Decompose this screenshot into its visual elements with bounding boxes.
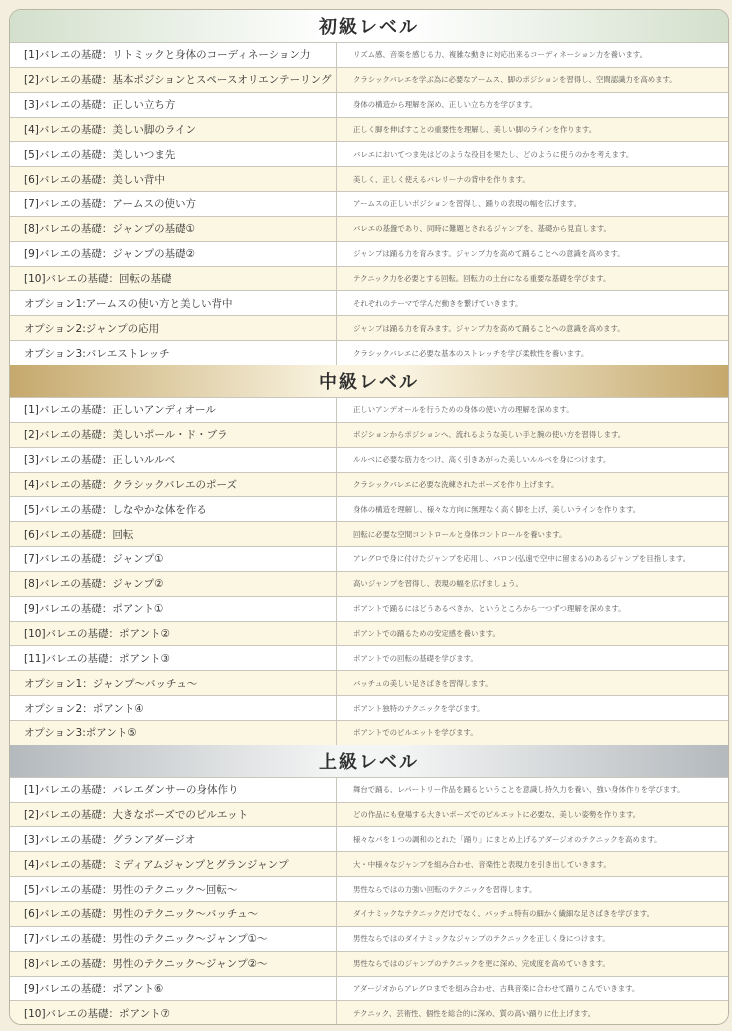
section-beginner [10, 10, 728, 365]
lesson-title: [5]バレエの基礎：男性のテクニック〜回転〜 [10, 877, 337, 901]
lesson-title: [5]バレエの基礎：しなやかな体を作る [10, 497, 337, 521]
lesson-description: アダージオからアレグロまでを組み合わせ、古典音楽に合わせて踊りこんでいきます。 [353, 983, 640, 993]
table-row [10, 720, 728, 745]
table-row [10, 901, 728, 926]
lesson-title: オプション2：ポアント④ [10, 696, 337, 720]
lesson-description: クラシックバレエに必要な基本のストレッチを学び柔軟性を養います。 [353, 348, 589, 358]
table-row [10, 117, 728, 142]
table-row [10, 216, 728, 241]
lesson-title: [2]バレエの基礎：大きなポーズでのピルエット [10, 803, 337, 827]
table-row [10, 241, 728, 266]
lesson-description: テクニック、芸術性、個性を総合的に深め、質の高い踊りに仕上げます。 [353, 1008, 595, 1018]
lesson-description: ルルベに必要な筋力をつけ、高く引きあがった美しいルルベを身につけます。 [353, 455, 611, 465]
table-row [10, 496, 728, 521]
table-row [10, 951, 728, 976]
lesson-title: オプション2:ジャンプの応用 [10, 316, 337, 340]
lesson-title: [3]バレエの基礎：正しいルルベ [10, 448, 337, 472]
table-row [10, 876, 728, 901]
lesson-title: [8]バレエの基礎：ジャンプ② [10, 572, 337, 596]
lesson-description: テクニック力を必要とする回転。回転力の土台になる重要な基礎を学びます。 [353, 274, 611, 284]
lesson-description: 美しく、正しく使えるバレリーナの背中を作ります。 [353, 174, 530, 184]
table-row [10, 67, 728, 92]
lesson-description: 舞台で踊る、レパートリー作品を踊るということを意識し持久力を養い、強い身体作りを学びます。 [353, 785, 685, 795]
lesson-title: [8]バレエの基礎：ジャンプの基礎① [10, 217, 337, 241]
table-row [10, 141, 728, 166]
table-row [10, 802, 728, 827]
lesson-description: ポアントでのピルエットを学びます。 [353, 728, 478, 738]
table-row [10, 340, 728, 365]
lesson-title: [9]バレエの基礎：ポアント⑥ [10, 977, 337, 1001]
table-row [10, 266, 728, 291]
lesson-title: オプション3:バレエストレッチ [10, 341, 337, 365]
lesson-description: バッチュの美しい足さばきを習得します。 [353, 678, 493, 688]
table-row [10, 92, 728, 117]
lesson-description: 身体の構造を理解し、様々な方向に無理なく高く脚を上げ、美しいラインを作ります。 [353, 504, 641, 514]
table-row [10, 670, 728, 695]
table-row [10, 447, 728, 472]
lesson-title: [4]バレエの基礎：クラシックバレエのポーズ [10, 473, 337, 497]
lesson-description: どの作品にも登場する大きいポーズでのピルエットに必要な、美しい姿勢を作ります。 [353, 810, 641, 820]
lesson-description: アレグロで身に付けたジャンプを応用し、バロン(弘遠で空中に留まる)のあるジャンプを目指します。 [353, 554, 691, 564]
table-row [10, 546, 728, 571]
lesson-description: 大・中様々なジャンプを組み合わせ、音楽性と表現力を引き出していきます。 [353, 859, 611, 869]
lesson-description: バレエにおいてつま先はどのような役目を果たし、どのように使うのかを考えます。 [353, 149, 634, 159]
lesson-description: 回転に必要な空間コントロールと身体コントロールを養います。 [353, 529, 567, 539]
lesson-title: [4]バレエの基礎：ミディアムジャンプとグランジャンプ [10, 852, 337, 876]
lesson-description: バレエの基盤であり、同時に難題とされるジャンプを、基礎から見直します。 [353, 224, 611, 234]
lesson-title: [11]バレエの基礎：ポアント③ [10, 646, 337, 670]
table-row [10, 521, 728, 546]
lesson-title: [3]バレエの基礎：グランアダージオ [10, 827, 337, 851]
lesson-title: [9]バレエの基礎：ポアント① [10, 597, 337, 621]
lesson-title: [10]バレエの基礎：ポアント② [10, 622, 337, 646]
lesson-description: クラシックバレエに必要な洗練されたポーズを作り上げます。 [353, 479, 559, 489]
section-title: 上級レベル [10, 745, 728, 777]
lesson-description: ジャンプは踊る力を育みます。ジャンプ力を高めて踊ることへの意識を高めます。 [353, 249, 625, 259]
table-row [10, 777, 728, 802]
lesson-title: [6]バレエの基礎：美しい背中 [10, 167, 337, 191]
table-row [10, 621, 728, 646]
lesson-title: オプション1:アームスの使い方と美しい背中 [10, 291, 337, 315]
lesson-title: [8]バレエの基礎：男性のテクニック〜ジャンプ②〜 [10, 952, 337, 976]
lesson-title: [4]バレエの基礎：美しい脚のライン [10, 118, 337, 142]
section-title: 中級レベル [10, 365, 728, 397]
table-row [10, 695, 728, 720]
lesson-description: それぞれのテーマで学んだ動きを繋げていきます。 [353, 298, 523, 308]
section-advanced [10, 745, 728, 1025]
lesson-description: ポアント独特のテクニックを学びます。 [353, 703, 485, 713]
lesson-title: [6]バレエの基礎：回転 [10, 522, 337, 546]
lesson-title: [6]バレエの基礎：男性のテクニック〜バッチュ〜 [10, 902, 337, 926]
lesson-description: ポアントでの回転の基礎を学びます。 [353, 653, 478, 663]
table-row [10, 851, 728, 876]
table-row [10, 571, 728, 596]
lesson-description: ジャンプは踊る力を育みます。ジャンプ力を高めて踊ることへの意識を高めます。 [353, 323, 625, 333]
lesson-description: ポジションからポジションへ、流れるような美しい手と腕の使い方を習得します。 [353, 430, 626, 440]
lesson-title: [2]バレエの基礎：美しいポール・ド・ブラ [10, 423, 337, 447]
lesson-title: [7]バレエの基礎：ジャンプ① [10, 547, 337, 571]
table-row [10, 472, 728, 497]
section-title: 初級レベル [10, 10, 728, 42]
section-intermediate [10, 365, 728, 745]
lesson-title: オプション3:ポアント⑤ [10, 721, 337, 745]
lesson-title: [1]バレエの基礎：バレエダンサーの身体作り [10, 778, 337, 802]
lesson-description: 身体の構造から理解を深め、正しい立ち方を学びます。 [353, 100, 537, 110]
lesson-description: 男性ならではのダイナミックなジャンプのテクニックを正しく身につけます。 [353, 934, 610, 944]
table-row [10, 826, 728, 851]
lesson-description: 男性ならではの力強い回転のテクニックを習得します。 [353, 884, 537, 894]
table-row [10, 290, 728, 315]
lesson-title: [7]バレエの基礎：男性のテクニック〜ジャンプ①〜 [10, 927, 337, 951]
lesson-title: オプション1：ジャンプ〜バッチュ〜 [10, 671, 337, 695]
table-row [10, 976, 728, 1001]
lesson-description: 正しく脚を伸ばすことの重要性を理解し、美しい脚のラインを作ります。 [353, 124, 597, 134]
lesson-description: 正しいアンデオールを行うための身体の使い方の理解を深めます。 [353, 405, 574, 415]
table-row [10, 191, 728, 216]
lesson-title: [5]バレエの基礎：美しいつま先 [10, 142, 337, 166]
table-row [10, 42, 728, 67]
lesson-title: [9]バレエの基礎：ジャンプの基礎② [10, 242, 337, 266]
lesson-title: [2]バレエの基礎：基本ポジションとスペースオリエンテーリング [10, 68, 337, 92]
lesson-title: [10]バレエの基礎：ポアント⑦ [10, 1001, 337, 1025]
lesson-description: ポアントで踊るにはどうあるべきか、というところから一つずつ理解を深めます。 [353, 604, 626, 614]
table-row [10, 926, 728, 951]
lesson-description: 高いジャンプを習得し、表現の幅を広げましょう。 [353, 579, 523, 589]
table-row [10, 1000, 728, 1025]
table-row [10, 166, 728, 191]
lesson-title: [1]バレエの基礎：正しいアンディオール [10, 398, 337, 422]
table-row [10, 315, 728, 340]
lesson-title: [3]バレエの基礎：正しい立ち方 [10, 93, 337, 117]
lesson-description: クラシックバレエを学ぶ為に必要なアームス、脚のポジションを習得し、空間認識力を高めます。 [353, 75, 677, 85]
lesson-description: リズム感、音楽を感じる力、複雑な動きに対応出来るコーディネーション力を養います。 [353, 50, 648, 60]
table-row [10, 397, 728, 422]
lesson-description: ポアントでの踊るための安定感を養います。 [353, 628, 500, 638]
table-row [10, 422, 728, 447]
lesson-description: 様々なパを１つの調和のとれた「踊り」にまとめ上げるアダージオのテクニックを高めます。 [353, 834, 662, 844]
lesson-title: [7]バレエの基礎：アームスの使い方 [10, 192, 337, 216]
table-row [10, 596, 728, 621]
lesson-description: アームスの正しいポジションを習得し、踊りの表現の幅を広げます。 [353, 199, 581, 209]
lesson-title: [10]バレエの基礎：回転の基礎 [10, 267, 337, 291]
lesson-title: [1]バレエの基礎：リトミックと身体のコーディネーション力 [10, 43, 337, 67]
lesson-description: 男性ならではのジャンプのテクニックを更に深め、完成度を高めていきます。 [353, 959, 610, 969]
curriculum-sheet [9, 9, 729, 1025]
lesson-description: ダイナミックなテクニックだけでなく、バッチュ特有の細かく繊細な足さばきを学びます。 [353, 909, 655, 919]
table-row [10, 645, 728, 670]
